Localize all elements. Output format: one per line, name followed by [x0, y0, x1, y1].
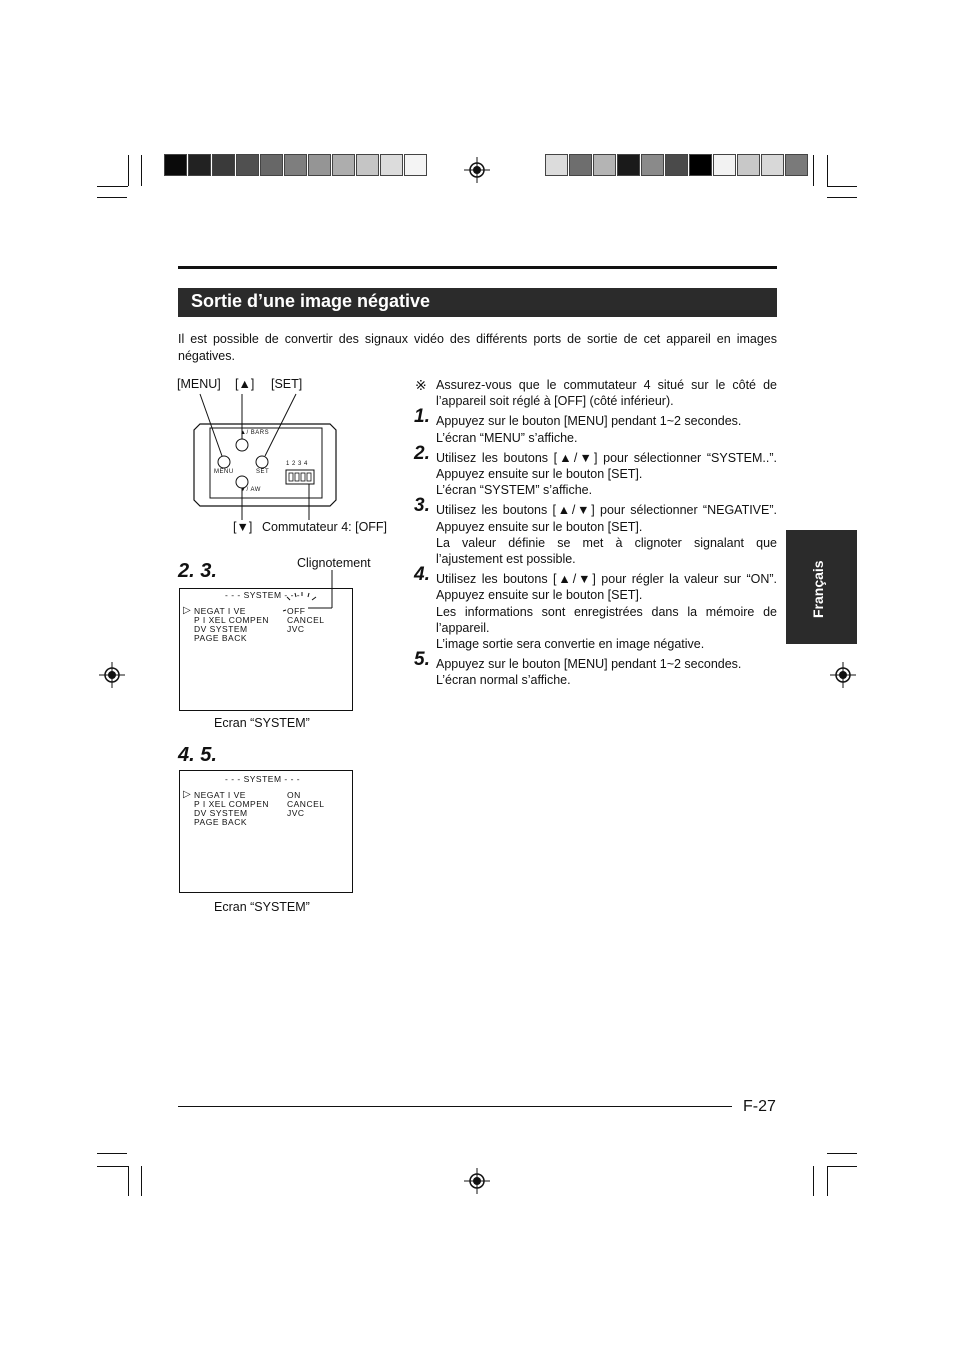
color-swatch	[785, 154, 808, 176]
menu-row-value: JVC	[287, 624, 305, 634]
panel-label-dip: 1 2 3 4	[286, 461, 308, 467]
step-item	[414, 564, 777, 652]
color-swatch	[665, 154, 688, 176]
page-number: F-27	[743, 1098, 776, 1115]
section-title: Sortie d’une image négative	[191, 291, 431, 311]
color-swatch	[308, 154, 331, 176]
color-swatch	[356, 154, 379, 176]
crop-mark	[827, 197, 857, 198]
step-line: Les informations sont enregistrées dans la mémoire de l’appareil.	[436, 604, 777, 635]
color-swatch	[236, 154, 259, 176]
language-tab	[786, 530, 857, 644]
screen-title: - - - SYSTEM - - -	[225, 590, 301, 600]
label-menu: [MENU]	[177, 377, 221, 391]
step-item	[414, 406, 777, 445]
menu-row-label: PAGE BACK	[194, 817, 247, 827]
menu-row-value: OFF	[287, 606, 306, 616]
cursor-icon: ▷	[183, 789, 192, 800]
step-line: Utilisez les boutons [▲/▼] pour régler la valeur sur “ON”. Appuyez ensuite sur le bouton [SET].	[436, 572, 777, 603]
step-number: 5.	[414, 649, 430, 671]
registration-mark-icon	[464, 157, 490, 183]
header-rule	[178, 266, 777, 269]
menu-row-label: DV SYSTEM	[194, 808, 248, 818]
screen-title: - - - SYSTEM - - -	[225, 774, 301, 784]
crop-mark	[827, 186, 857, 187]
cursor-icon: ▷	[183, 605, 192, 616]
menu-row-label: NEGAT I VE	[194, 606, 246, 616]
crop-mark	[813, 155, 814, 186]
color-swatch	[380, 154, 403, 176]
step-number: 4.	[414, 564, 430, 586]
color-swatch	[284, 154, 307, 176]
color-swatch	[404, 154, 427, 176]
label-down: [▼]	[233, 520, 253, 534]
color-swatch	[689, 154, 712, 176]
color-swatch	[569, 154, 592, 176]
color-swatch	[737, 154, 760, 176]
menu-row-label: DV SYSTEM	[194, 624, 248, 634]
note-text: Assurez-vous que le commutateur 4 situé sur le côté de l’appareil soit réglé à [OFF] (côté inférieur).	[436, 378, 777, 409]
step-item	[414, 442, 777, 499]
intro-paragraph: Il est possible de convertir des signaux vidéo des différents ports de sortie de cet appareil en images négatives.	[178, 332, 777, 363]
step-number: 3.	[414, 495, 430, 517]
crop-mark	[827, 1166, 828, 1196]
step-line: Utilisez les boutons [▲/▼] pour sélectionner “NEGATIVE”. Appuyez ensuite sur le bouton [SET].	[436, 503, 777, 534]
system-screen-2	[179, 770, 353, 893]
color-calibration-bar-left	[164, 154, 428, 176]
color-swatch	[761, 154, 784, 176]
step-line: La valeur définie se met à clignoter signalant que l’ajustement est possible.	[436, 535, 777, 567]
step-line: L’écran “SYSTEM” s’affiche.	[436, 483, 593, 498]
note-icon: ※	[415, 377, 427, 393]
crop-mark	[128, 1166, 129, 1196]
step-heading-4-5: 4. 5.	[178, 744, 217, 766]
step-line: L’écran “MENU” s’affiche.	[436, 430, 578, 445]
registration-mark-icon	[464, 1168, 490, 1194]
procedure-steps	[414, 377, 777, 693]
step-line: Appuyez sur le bouton [MENU] pendant 1~2 secondes.	[436, 414, 742, 429]
color-calibration-bar-right	[545, 154, 809, 176]
step-item	[414, 649, 777, 688]
color-swatch	[188, 154, 211, 176]
color-swatch	[260, 154, 283, 176]
menu-row-label: NEGAT I VE	[194, 790, 246, 800]
menu-row-value: JVC	[287, 808, 305, 818]
step-heading-2-3: 2. 3.	[178, 560, 217, 582]
registration-mark-icon	[830, 662, 856, 688]
color-swatch	[212, 154, 235, 176]
screen-caption-2: Ecran “SYSTEM”	[214, 900, 310, 914]
blink-label: Clignotement	[297, 556, 371, 570]
screen-caption-1: Ecran “SYSTEM”	[214, 716, 310, 730]
color-swatch	[593, 154, 616, 176]
color-swatch	[545, 154, 568, 176]
color-swatch	[713, 154, 736, 176]
crop-mark	[97, 1166, 128, 1167]
note-item	[414, 377, 777, 409]
label-up: [▲]	[235, 377, 255, 391]
panel-label-bars: ▲/ BARS	[240, 430, 270, 436]
label-switch: Commutateur 4: [OFF]	[262, 520, 388, 534]
crop-mark	[97, 197, 127, 198]
panel-label-aw: ▼/ AW	[240, 487, 261, 493]
crop-mark	[827, 1153, 857, 1154]
crop-mark	[827, 155, 828, 186]
crop-mark	[827, 1166, 857, 1167]
panel-label-menu: MENU	[214, 469, 234, 475]
crop-mark	[141, 1166, 142, 1196]
label-set: [SET]	[271, 377, 303, 391]
step-line: Utilisez les boutons [▲/▼] pour sélectionner “SYSTEM..”. Appuyez ensuite sur le bouton [SET].	[436, 450, 777, 482]
color-swatch	[617, 154, 640, 176]
step-number: 1.	[414, 406, 430, 428]
menu-row-label: P I XEL COMPEN	[194, 615, 270, 625]
step-line: L’écran normal s’affiche.	[436, 673, 571, 688]
step-line: L’image sortie sera convertie en image négative.	[436, 637, 705, 652]
system-screen-1	[179, 588, 353, 711]
control-panel-diagram	[176, 390, 396, 520]
color-swatch	[332, 154, 355, 176]
crop-mark	[128, 155, 129, 186]
menu-row-value: ON	[287, 790, 301, 800]
registration-mark-icon	[99, 662, 125, 688]
color-swatch	[164, 154, 187, 176]
step-line: Appuyez sur le bouton [MENU] pendant 1~2 secondes.	[436, 657, 742, 672]
crop-mark	[97, 186, 128, 187]
step-item	[414, 495, 777, 567]
panel-label-set: SET	[256, 469, 270, 475]
step-number: 2.	[414, 442, 430, 464]
crop-mark	[141, 155, 142, 186]
crop-mark	[813, 1166, 814, 1196]
language-tab-label: Français	[810, 560, 826, 618]
footer-rule	[178, 1106, 732, 1107]
color-swatch	[641, 154, 664, 176]
menu-row-value: CANCEL	[287, 799, 325, 809]
section-title-bar	[178, 288, 777, 317]
menu-row-label: PAGE BACK	[194, 633, 247, 643]
crop-mark	[97, 1153, 127, 1154]
menu-row-label: P I XEL COMPEN	[194, 799, 270, 809]
menu-row-value: CANCEL	[287, 615, 325, 625]
